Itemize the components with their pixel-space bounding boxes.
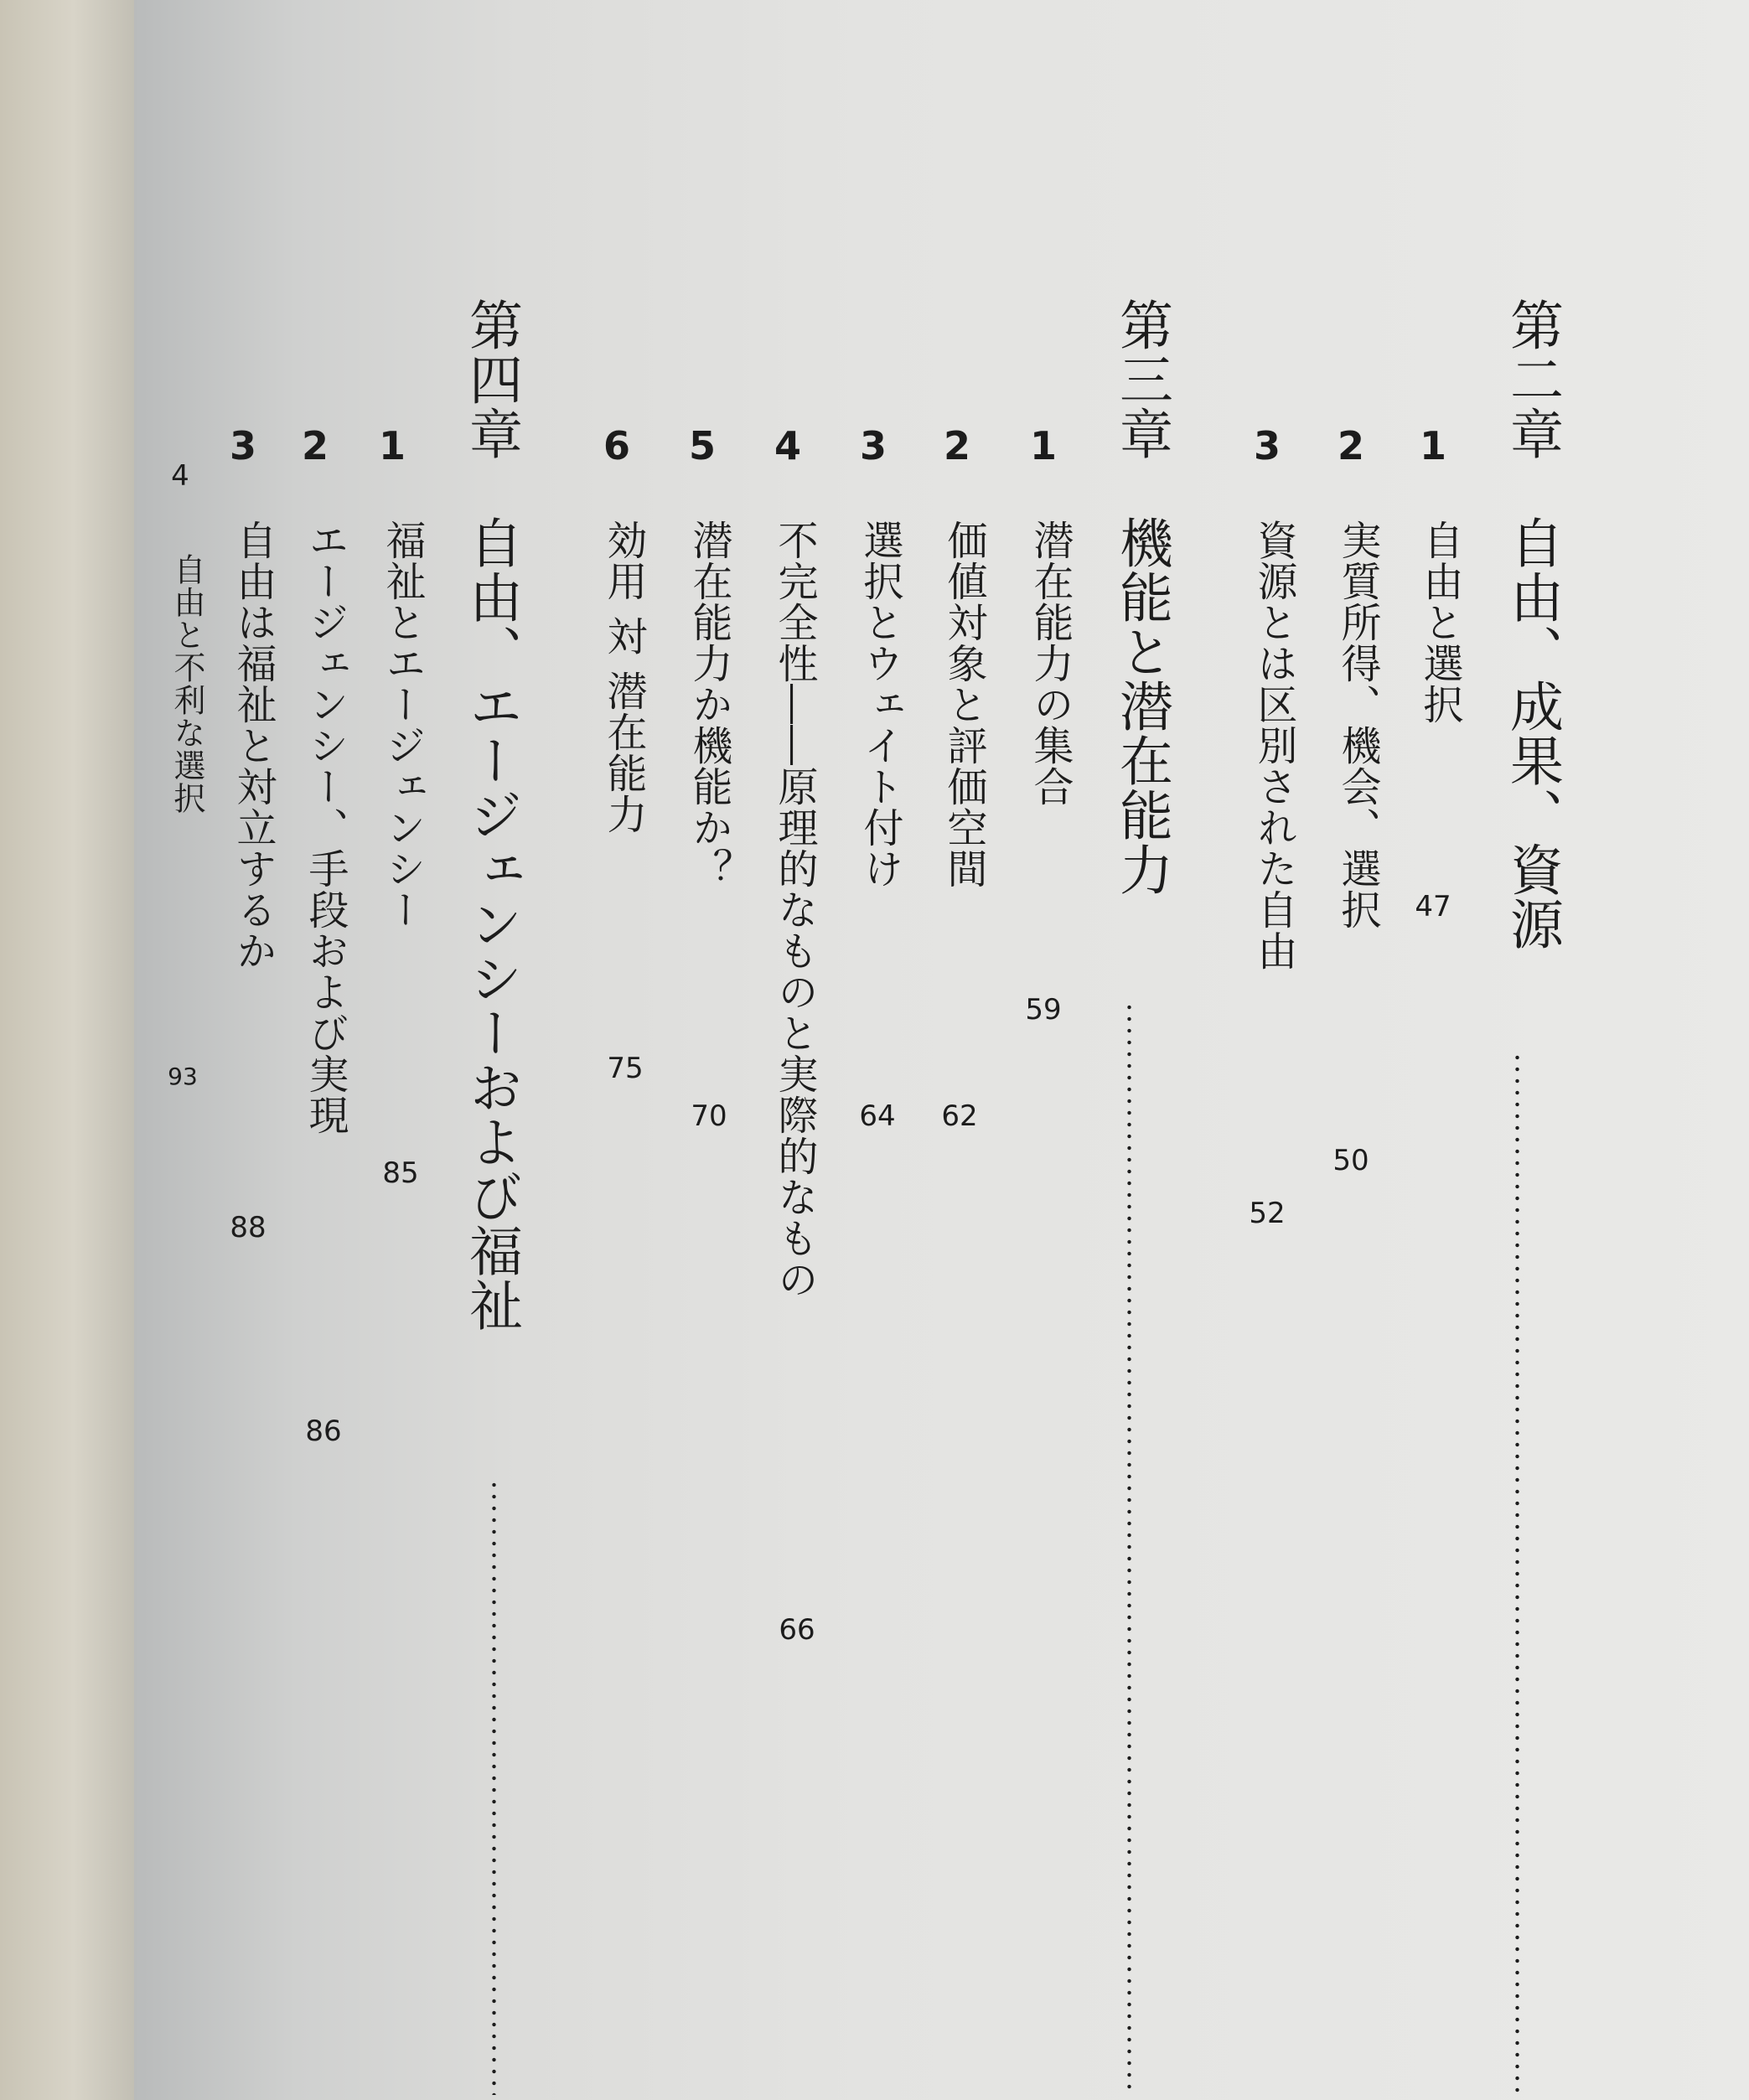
section-number: 3 [859, 423, 887, 468]
section-title: 潜在能力か機能か？ [686, 520, 732, 889]
section-number: 2 [301, 423, 329, 468]
section-title: 不完全性――原理的なものと実際的なもの [771, 520, 818, 1300]
chapter-title: 第四章 自由、エージェンシーおよび福祉 [460, 297, 522, 1332]
section-number: 6 [603, 423, 631, 468]
page-number: 93 [168, 1063, 198, 1090]
chapter-title: 第二章 自由、成果、資源 [1501, 297, 1563, 951]
leader-dots [1515, 1052, 1519, 2095]
page-number: 88 [230, 1211, 266, 1244]
page-number: 59 [1025, 993, 1062, 1027]
section-number: 1 [1419, 423, 1447, 468]
section-title: エージェンシー、手段および実現 [302, 520, 349, 1135]
page-number: 47 [1415, 890, 1451, 923]
leader-dots [1127, 1001, 1131, 2095]
section-number: 5 [688, 423, 717, 468]
section-title: 資源とは区別された自由 [1250, 520, 1297, 971]
section-title: 自由は福祉と対立するか [230, 520, 277, 971]
section-title: 効用 対 潜在能力 [600, 520, 647, 835]
section-title: 自由と不利な選択 [168, 553, 205, 815]
section-number: 3 [1253, 423, 1281, 468]
section-title: 選択とウェイト付け [856, 520, 903, 889]
section-title: 実質所得、機会、選択 [1334, 520, 1381, 930]
page-number: 75 [607, 1052, 644, 1085]
page-number: 52 [1249, 1197, 1286, 1230]
page-number: 85 [382, 1156, 419, 1190]
book-gutter [0, 0, 134, 2100]
page-number: 62 [941, 1099, 978, 1133]
section-number: 4 [171, 459, 189, 493]
section-title: 潜在能力の集合 [1027, 520, 1074, 807]
page-number: 66 [779, 1613, 815, 1647]
section-number: 1 [378, 423, 406, 468]
chapter-title: 第三章 機能と潜在能力 [1110, 297, 1172, 897]
section-number: 2 [1337, 423, 1365, 468]
leader-dots [492, 1479, 496, 2095]
section-number: 2 [943, 423, 971, 468]
section-title: 自由と選択 [1416, 520, 1463, 725]
page-number: 64 [859, 1099, 896, 1133]
section-title: 福祉とエージェンシー [379, 520, 426, 930]
section-number: 3 [229, 423, 257, 468]
section-number: 4 [774, 423, 802, 468]
section-title: 価値対象と評価空間 [940, 520, 987, 889]
section-number: 1 [1029, 423, 1058, 468]
page-number: 50 [1332, 1144, 1369, 1177]
page-number: 86 [305, 1415, 342, 1448]
page-number: 70 [691, 1099, 727, 1133]
